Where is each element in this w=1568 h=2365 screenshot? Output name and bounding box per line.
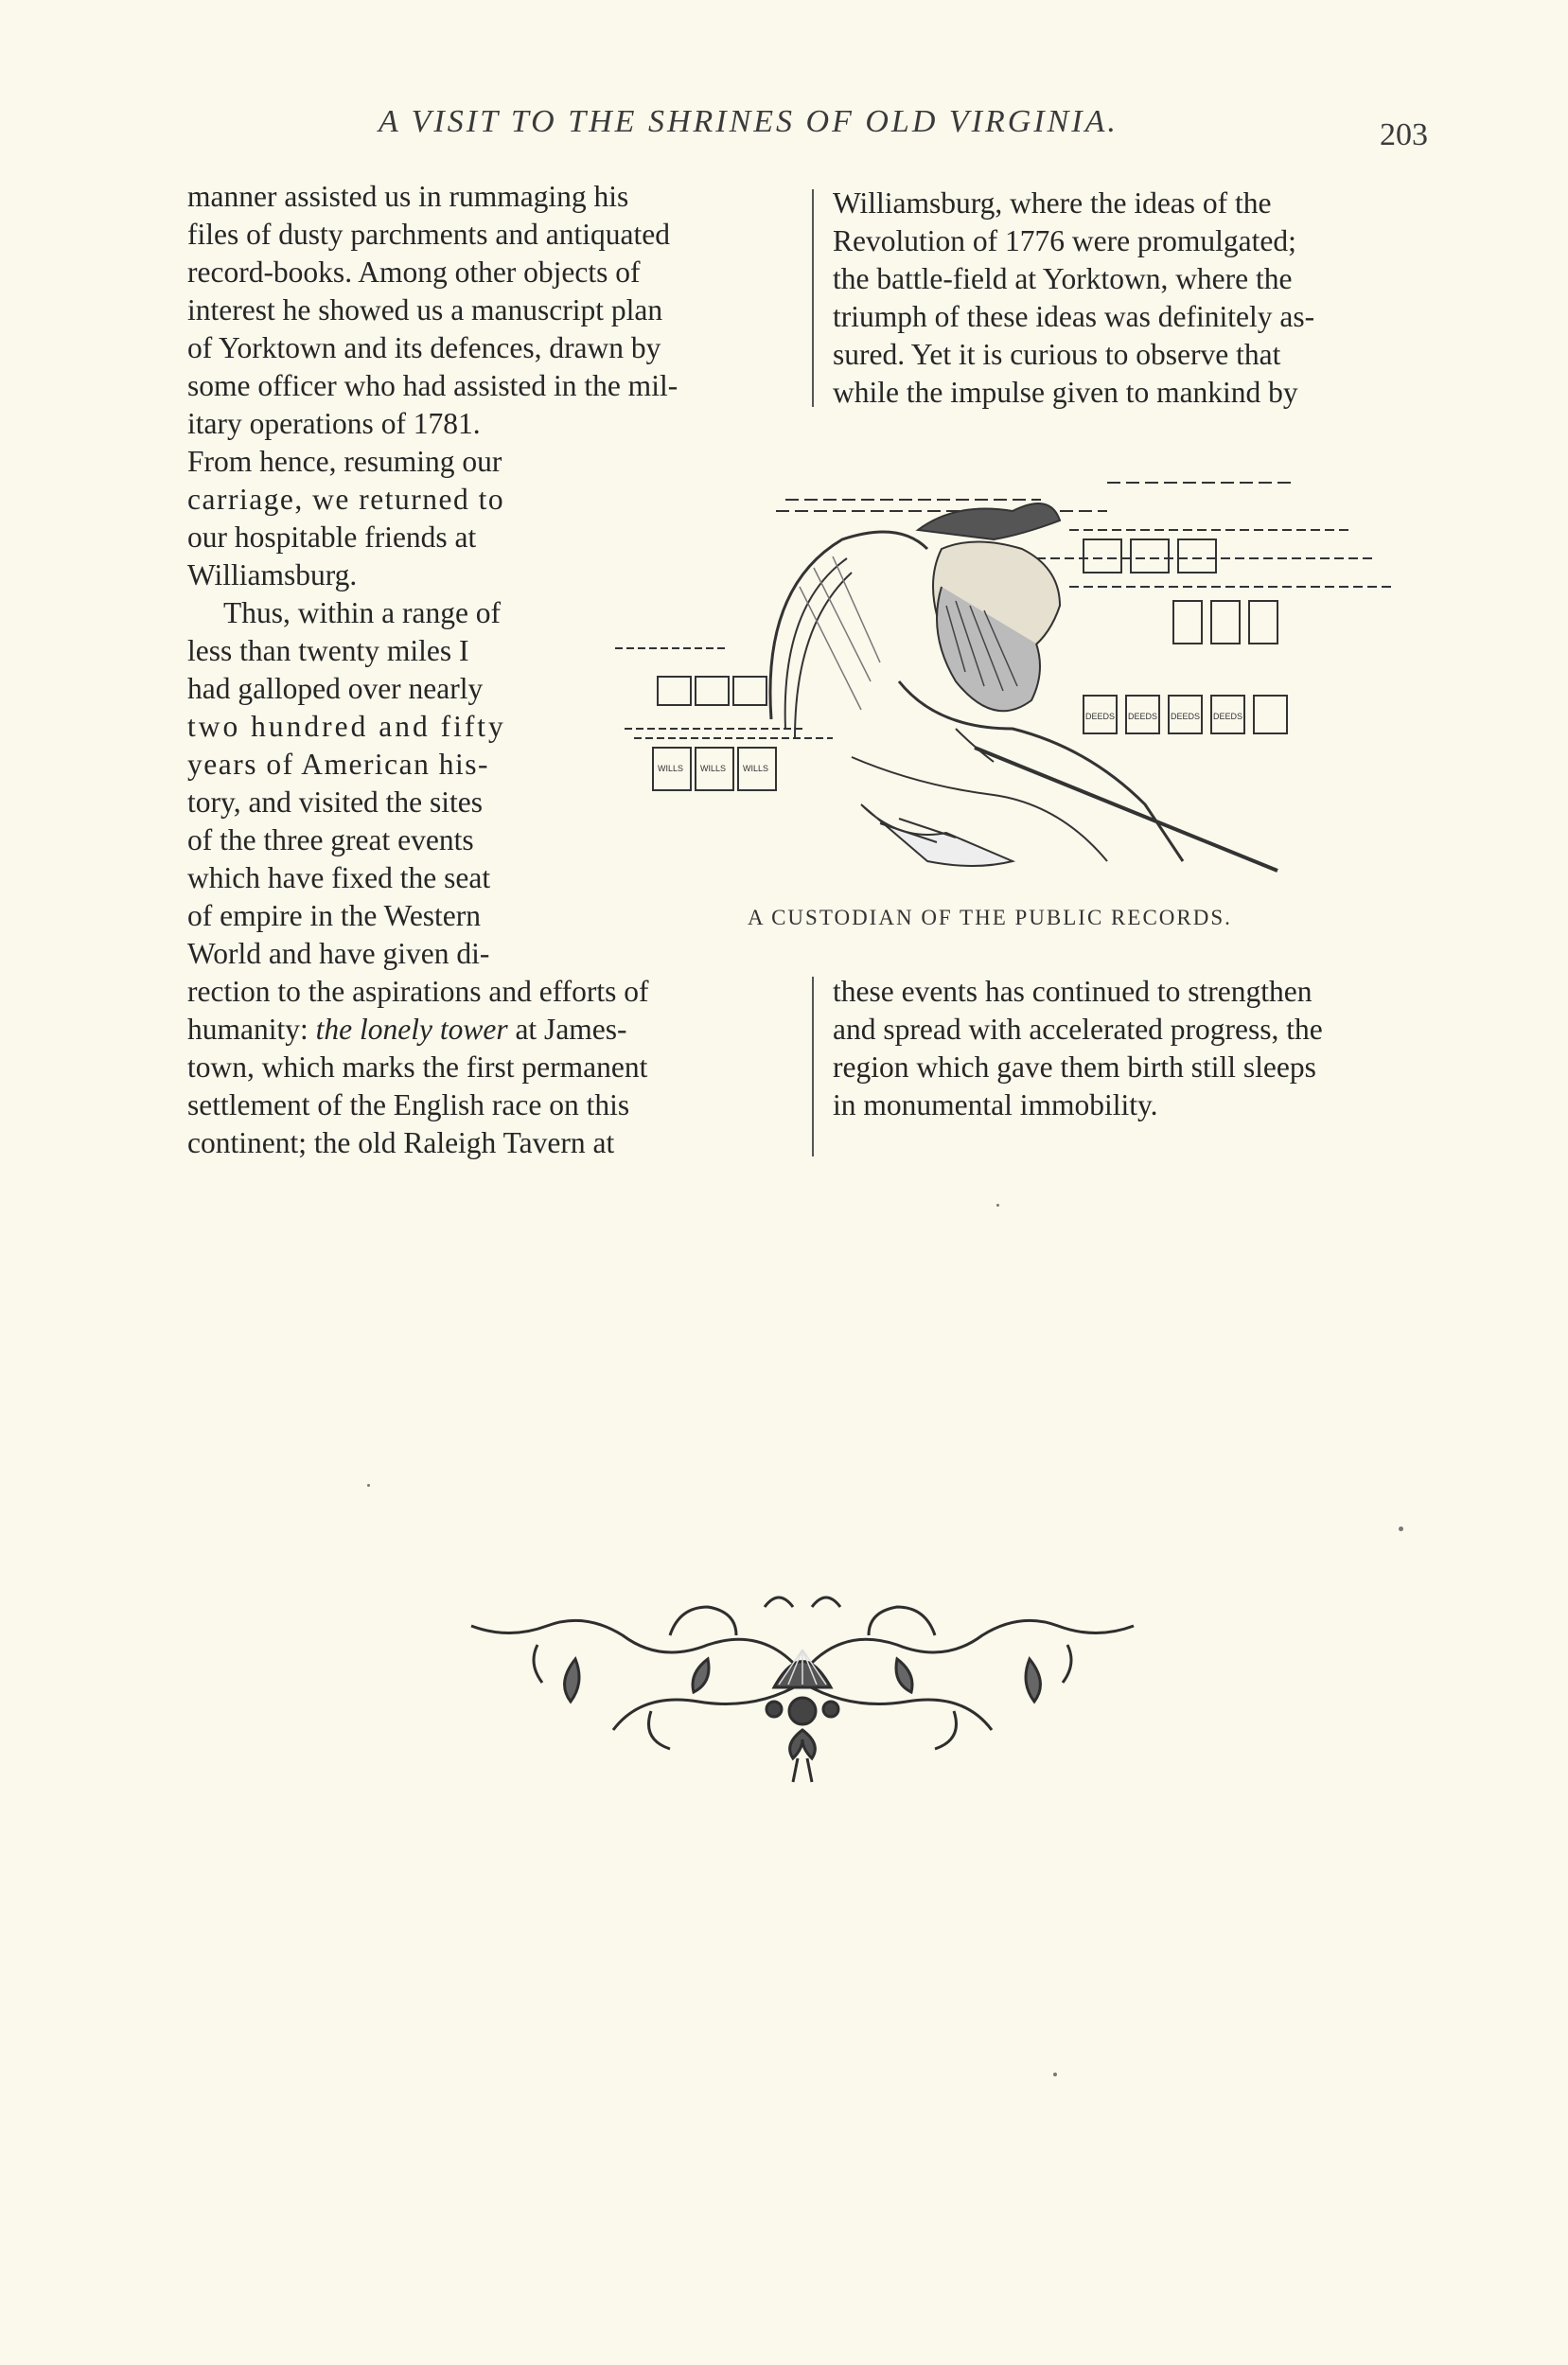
drawer-label: DEEDS [1085,712,1116,721]
text-line: of the three great events [187,823,474,856]
text-line: continent; the old Raleigh Tavern at [187,1126,615,1159]
text-line: itary operations of 1781. [187,407,481,440]
text-line: Williamsburg, where the ideas of the [833,186,1272,220]
text-line: Revolution of 1776 were promulgated; [833,224,1296,257]
drawer-label: WILLS [743,764,769,773]
text-line: manner assisted us in rummaging his [187,180,629,213]
text-line: in monumental immobility. [833,1088,1158,1121]
italic-phrase: the lonely tower [315,1013,508,1046]
text-line: rection to the aspirations and efforts of [187,975,649,1008]
text-line: while the impulse given to mankind by [833,376,1298,409]
printing-speck [1053,2073,1057,2076]
text-line: files of dusty parchments and antiquated [187,218,670,251]
text-line: years of American his- [187,748,490,781]
text-line: tory, and visited the sites [187,785,484,819]
text-line: region which gave them birth still sleeps [833,1050,1316,1084]
text-line: settlement of the English race on this [187,1088,630,1121]
printing-speck [367,1484,370,1487]
custodian-illustration [615,445,1429,890]
printing-speck [996,1204,999,1207]
drawer-label: WILLS [658,764,684,773]
drawer-label: DEEDS [1171,712,1201,721]
text-line: of empire in the Western [187,899,482,932]
text-line: Williamsburg. [187,558,358,591]
text-line: some officer who had assisted in the mil- [187,369,678,402]
text-line: two hundred and fifty [187,710,506,743]
illustration-caption: A CUSTODIAN OF THE PUBLIC RECORDS. [748,906,1232,929]
text-line: Thus, within a range of [223,596,502,629]
text-line: and spread with accelerated progress, the [833,1013,1323,1046]
text-segment: at James- [515,1013,627,1046]
tailpiece-ornament [452,1569,1153,1796]
text-line: these events has continued to strengthen [833,975,1313,1008]
text-line: interest he showed us a manuscript plan [187,293,663,327]
text-line: less than twenty miles I [187,634,469,667]
text-line: the battle-field at Yorktown, where the [833,262,1293,295]
drawer-label: DEEDS [1213,712,1243,721]
column-rule-bottom [812,977,814,1156]
text-line: of Yorktown and its defences, drawn by [187,331,661,364]
text-line: which have fixed the seat [187,861,491,894]
printing-speck [1399,1527,1403,1531]
drawer-label: WILLS [700,764,727,773]
text-line: sured. Yet it is curious to observe that [833,338,1281,371]
column-rule-top [812,189,814,407]
text-line: triumph of these ideas was definitely as- [833,300,1315,333]
page-number: 203 [1380,117,1428,152]
running-head: A VISIT TO THE SHRINES OF OLD VIRGINIA. [379,104,1119,139]
text-line: carriage, we returned to [187,483,505,516]
text-segment: humanity: [187,1013,308,1046]
text-line: From hence, resuming our [187,445,502,478]
text-line: our hospitable friends at [187,521,477,554]
text-line [187,1011,627,1049]
text-line: had galloped over nearly [187,672,484,705]
text-line: World and have given di- [187,937,490,970]
text-line: record-books. Among other objects of [187,256,641,289]
drawer-label: DEEDS [1128,712,1158,721]
text-line: town, which marks the first permanent [187,1050,648,1084]
